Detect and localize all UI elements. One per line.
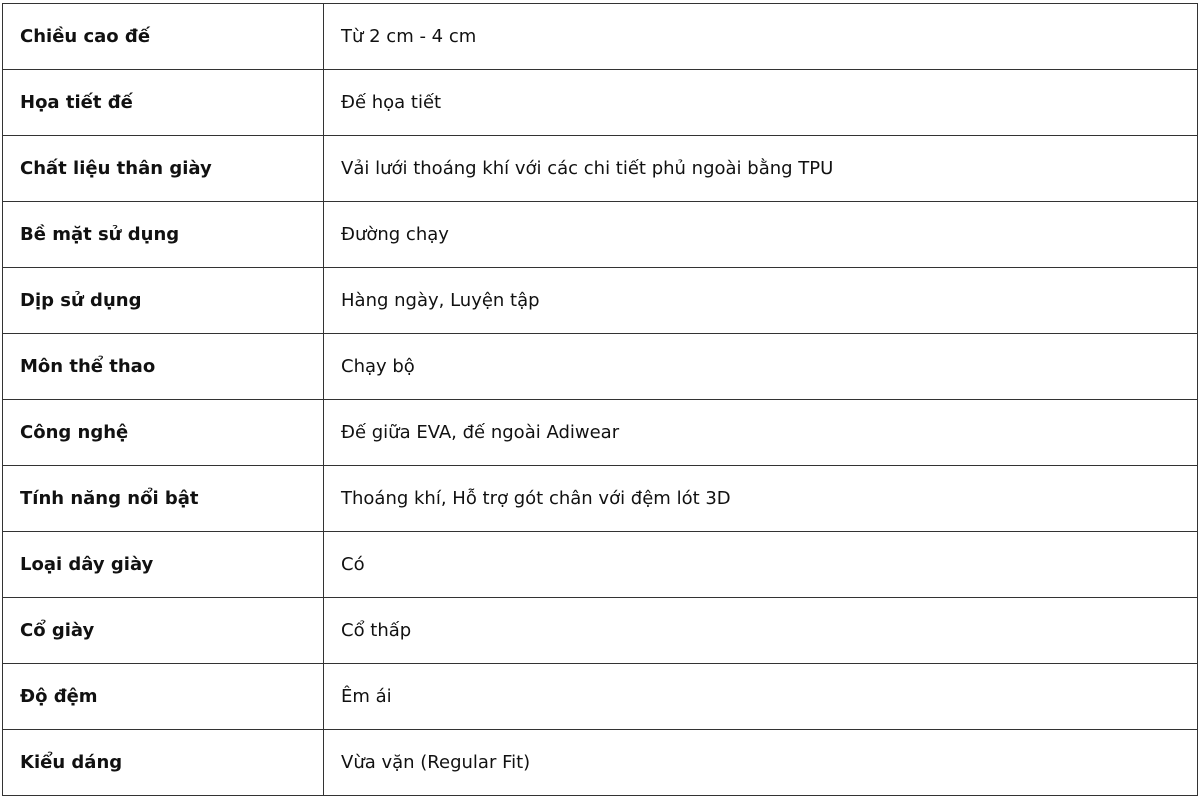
spec-row-occasion: [3, 268, 1198, 334]
spec-row-upper-material: [3, 136, 1198, 202]
spec-value: Thoáng khí, Hỗ trợ gót chân với đệm lót 3D: [324, 466, 1198, 532]
spec-value: Đế họa tiết: [324, 70, 1198, 136]
spec-value: Êm ái: [324, 664, 1198, 730]
spec-value: Vừa vặn (Regular Fit): [324, 730, 1198, 796]
spec-value: Đế giữa EVA, đế ngoài Adiwear: [324, 400, 1198, 466]
spec-value: Có: [324, 532, 1198, 598]
spec-label: Công nghệ: [3, 400, 324, 466]
spec-value: Từ 2 cm - 4 cm: [324, 4, 1198, 70]
spec-table: [2, 3, 1198, 796]
spec-row-technology: [3, 400, 1198, 466]
spec-value: Hàng ngày, Luyện tập: [324, 268, 1198, 334]
spec-label: Chất liệu thân giày: [3, 136, 324, 202]
spec-label: Chiều cao đế: [3, 4, 324, 70]
spec-label: Loại dây giày: [3, 532, 324, 598]
spec-row-collar: [3, 598, 1198, 664]
spec-row-sport: [3, 334, 1198, 400]
spec-row-sole-height: [3, 4, 1198, 70]
spec-label: Môn thể thao: [3, 334, 324, 400]
spec-value: Cổ thấp: [324, 598, 1198, 664]
spec-label: Tính năng nổi bật: [3, 466, 324, 532]
spec-value: Chạy bộ: [324, 334, 1198, 400]
spec-label: Bề mặt sử dụng: [3, 202, 324, 268]
spec-row-sole-pattern: [3, 70, 1198, 136]
spec-row-laces: [3, 532, 1198, 598]
spec-label: Độ đệm: [3, 664, 324, 730]
spec-label: Kiểu dáng: [3, 730, 324, 796]
spec-label: Họa tiết đế: [3, 70, 324, 136]
spec-row-cushioning: [3, 664, 1198, 730]
spec-row-fit: [3, 730, 1198, 796]
spec-table-body: [3, 4, 1198, 796]
spec-value: Đường chạy: [324, 202, 1198, 268]
spec-value: Vải lưới thoáng khí với các chi tiết phủ ngoài bằng TPU: [324, 136, 1198, 202]
spec-row-features: [3, 466, 1198, 532]
spec-label: Dịp sử dụng: [3, 268, 324, 334]
spec-row-surface: [3, 202, 1198, 268]
spec-label: Cổ giày: [3, 598, 324, 664]
